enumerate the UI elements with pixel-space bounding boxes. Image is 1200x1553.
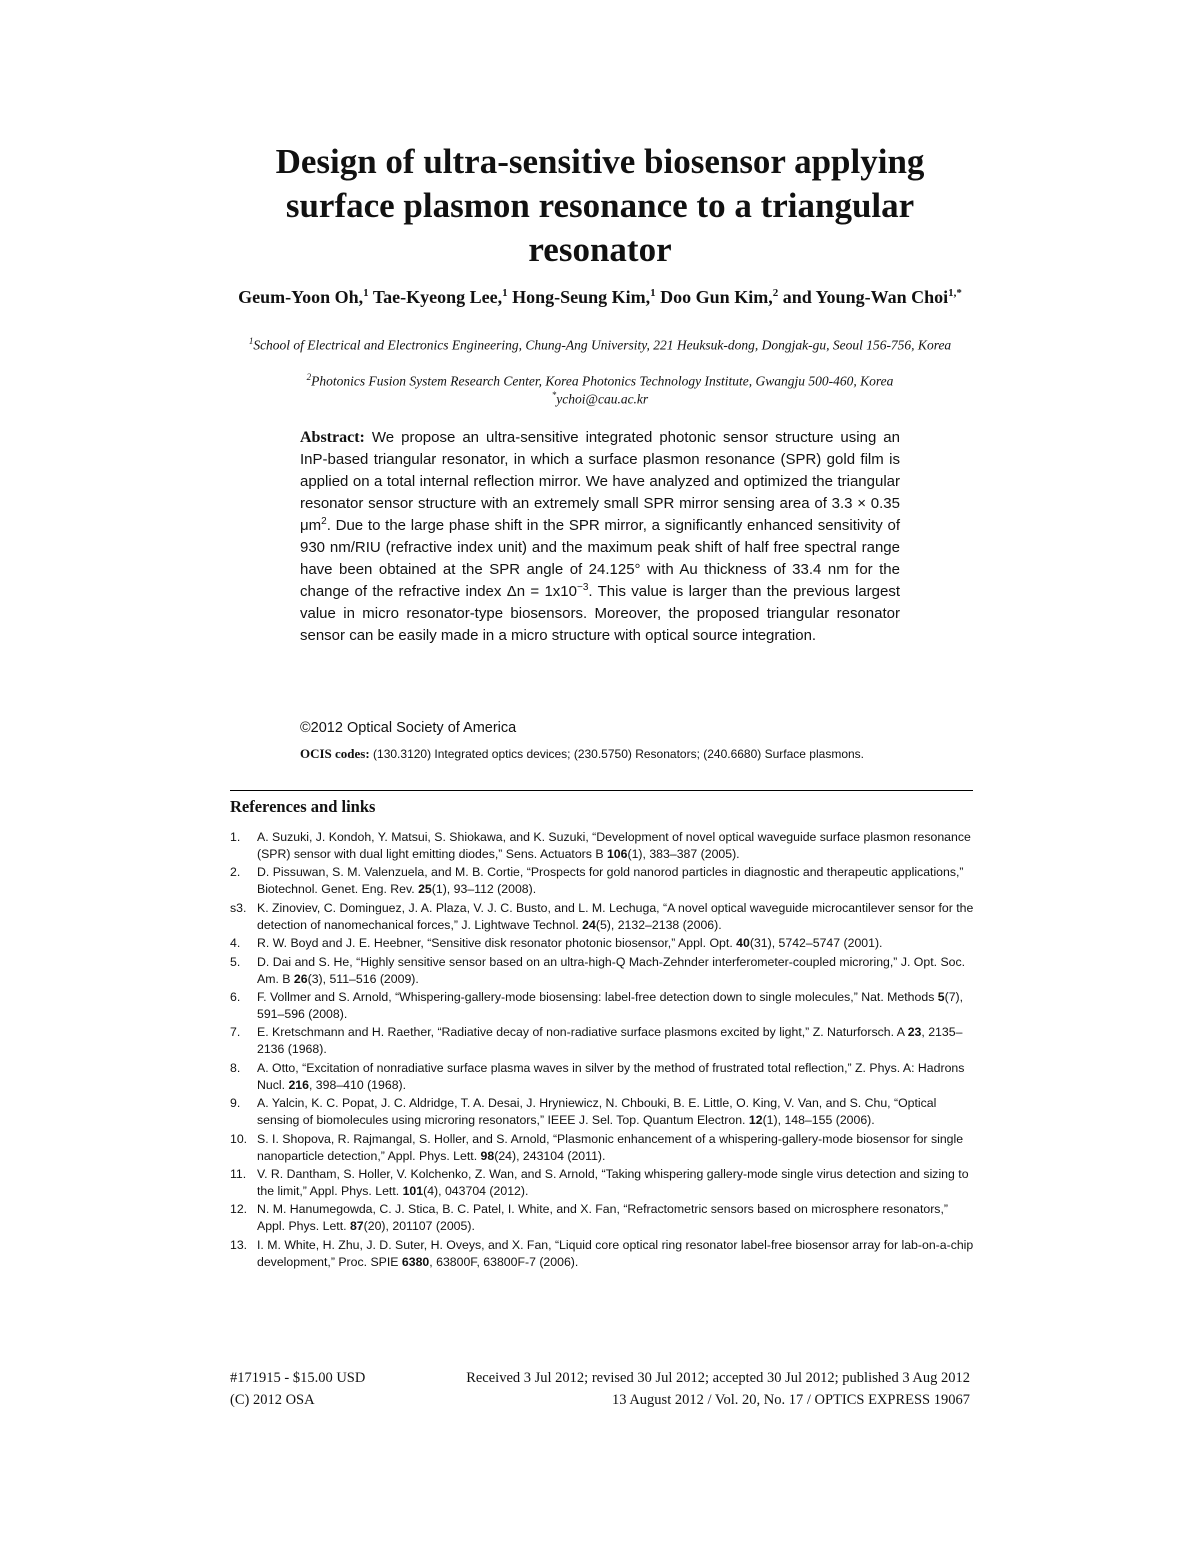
- references-heading: References and links: [230, 797, 376, 816]
- footer-copyright: (C) 2012 OSA: [230, 1392, 315, 1408]
- section-divider: [230, 790, 973, 791]
- author: Tae-Kyeong Lee,$^1$: [368, 287, 508, 307]
- footer-history: Received 3 Jul 2012; revised 30 Jul 2012; accepted 30 Jul 2012; published 3 Aug 2012: [466, 1370, 970, 1386]
- abstract-label: Abstract:: [300, 429, 365, 446]
- reference-item: 5. D. Dai and S. He, “Highly sensitive sensor based on an ultra-high-Q Mach-Zehnder interferometer-coupled microring,” J. Opt. Soc. Am. B 26(3), 511–516 (2009).: [230, 954, 966, 986]
- corresponding-email[interactable]: *ychoi@cau.ac.kr: [551, 390, 649, 407]
- author: Geum-Yoon Oh,$^1$: [238, 287, 369, 307]
- ocis-codes: OCIS codes: (130.3120) Integrated optics devices; (230.5750) Resonators; (240.6680) Surface plasmons.: [300, 746, 864, 761]
- paper-title: Design of ultra-sensitive biosensor applying surface plasmon resonance to a triangular resonator: [275, 142, 925, 269]
- author: Doo Gun Kim,$^2$: [655, 287, 779, 307]
- reference-item: 4. R. W. Boyd and J. E. Heebner, “Sensitive disk resonator photonic biosensor,” Appl. Opt. 40(31), 5742–5747 (2001).: [230, 936, 883, 951]
- abstract: Abstract: We propose an ultra-sensitive integrated photonic sensor structure using an InP-based triangular resonator, in which a surface plasmon resonance (SPR) gold film is applied on a total internal reflection mirror. We have analyzed and optimized the triangular resonator sensor structure with an extremely small SPR mirror sensing area of 3.3 × 0.35 $\mu m^2$. Due to the large phase shift in the SPR mirror, a significantly enhanced sensitivity of 930 nm/RIU (refractive index unit) and the maximum peak shift of half free spectral range have been obtained at the SPR angle of 24.125° with Au thickness of 33.4 nm for the change of the refractive index $\Delta n = 1x10^{-3}$. This value is larger than the previous largest value in micro resonator-type biosensors. Moreover, the proposed triangular resonator sensor can be easily made in a micro structure with optical source integration.: [300, 429, 900, 644]
- reference-item: 10. S. I. Shopova, R. Rajmangal, S. Holler, and S. Arnold, “Plasmonic enhancement of a whispering-gallery-mode biosensor for single nanoparticle detection,” Appl. Phys. Lett. 98(24), 243104 (2011).: [230, 1131, 964, 1163]
- affiliation-1: $^1$School of Electrical and Electronics Engineering, Chung-Ang University, 221 Heuksuk-dong, Dongjak-gu, Seoul 156-756, Korea: [248, 336, 952, 353]
- author: and Young-Wan Choi$^{1,*}$: [778, 287, 962, 307]
- reference-item: 1. A. Suzuki, J. Kondoh, Y. Matsui, S. Shiokawa, and K. Suzuki, “Development of novel optical waveguide surface plasmon resonance (SPR) sensor with dual light emitting diodes,” Sens. Actuators B 106(1), 383–387 (2005).: [230, 830, 971, 861]
- reference-item: s3. K. Zinoviev, C. Dominguez, J. A. Plaza, V. J. C. Busto, and L. M. Lechuga, “A novel optical waveguide microcantilever sensor for the detection of nanomechanical forces,” J. Lightwave Technol. 24(5), 2132–2138 (2006).: [230, 900, 974, 932]
- reference-item: 12. N. M. Hanumegowda, C. J. Stica, B. C. Patel, I. White, and X. Fan, “Refractometric sensors based on microsphere resonators,” Appl. Phys. Lett. 87(20), 201107 (2005).: [230, 1202, 948, 1234]
- reference-item: 8. A. Otto, “Excitation of nonradiative surface plasma waves in silver by the method of frustrated total reflection,” Z. Phys. A: Hadrons Nucl. 216, 398–410 (1968).: [230, 1060, 965, 1092]
- reference-item: 7. E. Kretschmann and H. Raether, “Radiative decay of non-radiative surface plasmons excited by light,” Z. Naturforsch. A 23, 2135–2136 (1968).: [230, 1025, 963, 1057]
- ocis-label: OCIS codes:: [300, 746, 370, 761]
- affiliation-2: $^2$Photonics Fusion System Research Center, Korea Photonics Technology Institute, Gwangju 500-460, Korea: [306, 372, 894, 389]
- footer-price: #171915 - $15.00 USD: [230, 1370, 366, 1386]
- author: Hong-Seung Kim,$^1$: [507, 287, 656, 307]
- copyright-notice: ©2012 Optical Society of America: [300, 720, 517, 736]
- reference-item: 11. V. R. Dantham, S. Holler, V. Kolchenko, Z. Wan, and S. Arnold, “Taking whispering gallery-mode single virus detection and sizing to the limit,” Appl. Phys. Lett. 101(4), 043704 (2012).: [230, 1166, 969, 1198]
- reference-item: 2. D. Pissuwan, S. M. Valenzuela, and M. B. Cortie, “Prospects for gold nanorod particles in diagnostic and therapeutic applications,” Biotechnol. Genet. Eng. Rev. 25(1), 93–112 (2008).: [230, 865, 964, 897]
- reference-item: 9. A. Yalcin, K. C. Popat, J. C. Aldridge, T. A. Desai, J. Hryniewicz, N. Chbouki, B. E. Little, O. King, V. Van, and S. Chu, “Optical sensing of biomolecules using microring resonators,” IEEE J. Sel. Top. Quantum Electron. 12(1), 148–155 (2006).: [230, 1096, 937, 1128]
- reference-item: 13. I. M. White, H. Zhu, J. D. Suter, H. Oveys, and X. Fan, “Liquid core optical ring resonator label-free biosensor array for lab-on-a-chip development,” Proc. SPIE 6380, 63800F, 63800F-7 (2006).: [230, 1237, 974, 1269]
- author-list: [230, 282, 970, 309]
- footer-citation: 13 August 2012 / Vol. 20, No. 17 / OPTICS EXPRESS 19067: [612, 1392, 970, 1408]
- reference-item: 6. F. Vollmer and S. Arnold, “Whispering-gallery-mode biosensing: label-free detection down to single molecules,” Nat. Methods 5(7), 591–596 (2008).: [230, 989, 964, 1021]
- reference-list: [230, 829, 975, 1272]
